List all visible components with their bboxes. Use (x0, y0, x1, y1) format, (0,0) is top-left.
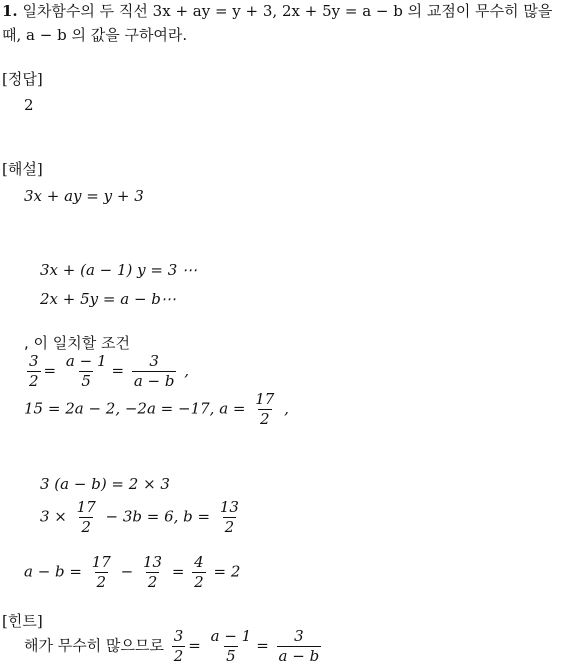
ratio-frac-1: $\frac{3}{2}$ (29, 352, 39, 390)
solution-eq-a: 3x + (a − 1) y = 3 ⋯ (40, 261, 198, 279)
solution-eq-b: 2x + 5y = a − b⋯ (40, 290, 176, 308)
hint-text: 해가 무수히 많으므로 $\frac{3}{2}$ = $\frac{a - 1}{5}$ = $\frac{3}{a - b}$ (24, 627, 320, 665)
ratio-frac-3: $\frac{3}{a - b}$ (133, 352, 175, 390)
solution-eq-c: 3 (a − b) = 2 × 3 (40, 475, 170, 493)
answer-value: 2 (24, 96, 34, 114)
solution-eq-first: 3x + ay = y + 3 (24, 187, 144, 205)
problem-number: 1. (2, 2, 18, 20)
problem-text-1: 일차함수의 두 직선 3x + ay = y + 3, 2x + 5y = a − b 의 교점이 무수히 많을 (22, 2, 553, 20)
solution-ratio: $\frac{3}{2}$ = $\frac{a - 1}{5}$ = $\frac{3}{a - b}$ , (29, 352, 190, 390)
solution-final: a − b = $\frac{17}{2}$ − $\frac{13}{2}$ = $\frac{4}{2}$ = 2 (24, 553, 241, 591)
problem-text-2: 때, a − b 의 값을 구하여라. (2, 26, 188, 44)
solution-condition: , 이 일치할 조건 (24, 334, 131, 352)
solution-solve-a: 15 = 2a − 2, −2a = −17, a = $\frac{17}{2}$ , (24, 390, 289, 428)
solution-heading: [해설] (2, 160, 43, 178)
ratio-frac-2: $\frac{a - 1}{5}$ (65, 352, 107, 390)
problem-line-1 (2, 4, 552, 19)
solution-solve-b: 3 × $\frac{17}{2}$ − 3b = 6, b = $\frac{13}{2}$ (40, 498, 239, 536)
answer-heading: [정답] (2, 70, 43, 88)
hint-heading: [힌트] (2, 612, 43, 630)
